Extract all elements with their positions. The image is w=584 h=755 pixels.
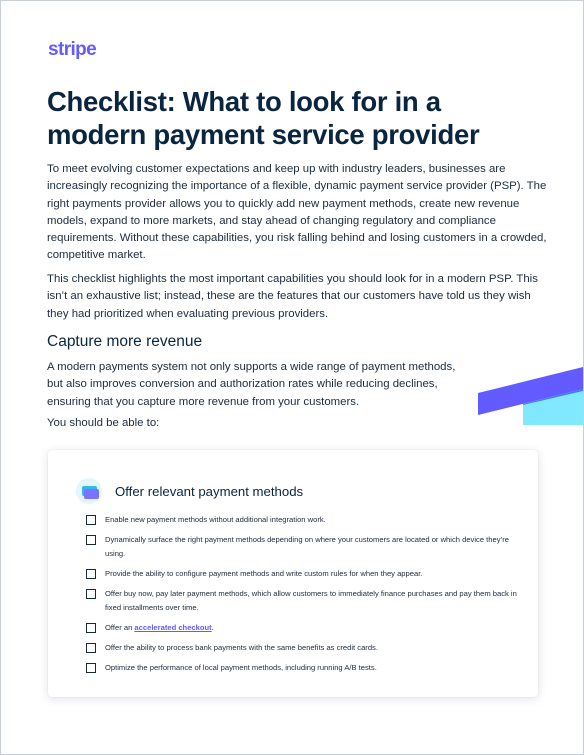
- decorative-stripe-band: [473, 367, 583, 427]
- section-body: A modern payments system not only supports a wide range of payment methods, but also improves conversion and authorization rates while reducing declines, ensuring that you capture more revenue from your customers.: [47, 361, 456, 408]
- checklist-item-text: Optimize the performance of local payment methods, including running A/B tests.: [105, 663, 377, 672]
- checkbox[interactable]: [86, 589, 96, 599]
- intro-paragraph-1: To meet evolving customer expectations and keep up with industry leaders, businesses are increasingly recognizing the importance of a flexible, dynamic payment service provider (PSP). The right payments provider allows you to quickly add new payment methods, create new revenue models, expand to more markets, and stay ahead of changing regulatory and compliance requirements. Without these capabilities, you risk falling behind and losing customers in a crowded, competitive market.: [47, 163, 547, 262]
- checklist-item: [86, 622, 526, 635]
- section-heading: Capture more revenue: [47, 333, 203, 350]
- checkbox[interactable]: [86, 569, 96, 579]
- checkbox[interactable]: [86, 535, 96, 545]
- checklist: [86, 514, 526, 682]
- section-lead-in: You should be able to:: [47, 417, 160, 429]
- checklist-item: [86, 588, 526, 615]
- checklist-item: [86, 568, 526, 581]
- item-suffix: .: [211, 623, 214, 632]
- page-title: Checklist: What to look for in a modern payment service provider: [47, 86, 480, 150]
- checklist-item-text: Offer the ability to process bank payments with the same benefits as credit cards.: [105, 643, 378, 652]
- checkbox[interactable]: [86, 623, 96, 633]
- checklist-item-text: Enable new payment methods without additional integration work.: [105, 515, 326, 524]
- checklist-item-text: Provide the ability to configure payment methods and write custom rules for when they appear.: [105, 569, 423, 578]
- checklist-item-text: Offer buy now, pay later payment methods, which allow customers to immediately finance purchases and pay them back in fixed installments over time.: [105, 589, 517, 612]
- checklist-item: [86, 662, 526, 675]
- checklist-card: [48, 450, 538, 697]
- checkbox[interactable]: [86, 643, 96, 653]
- checkbox[interactable]: [86, 515, 96, 525]
- accelerated-checkout-link[interactable]: accelerated checkout: [134, 623, 212, 632]
- checklist-item-text: Dynamically surface the right payment methods depending on where your customers are located or which device they’re using.: [105, 535, 509, 558]
- intro-paragraph-2: This checklist highlights the most important capabilities you should look for in a modern PSP. This isn’t an exhaustive list; instead, these are the features that our customers have told us they wish they had prioritized when evaluating previous providers.: [47, 273, 538, 320]
- checklist-item: [86, 642, 526, 655]
- checkbox[interactable]: [86, 663, 96, 673]
- card-title: Offer relevant payment methods: [115, 484, 304, 499]
- item-prefix: Offer an: [105, 623, 135, 632]
- checklist-item: [86, 534, 526, 561]
- checklist-item-text: [105, 621, 214, 635]
- credit-card-icon: [76, 478, 102, 504]
- checklist-item: [86, 514, 526, 527]
- stripe-logo: stripe: [48, 39, 97, 60]
